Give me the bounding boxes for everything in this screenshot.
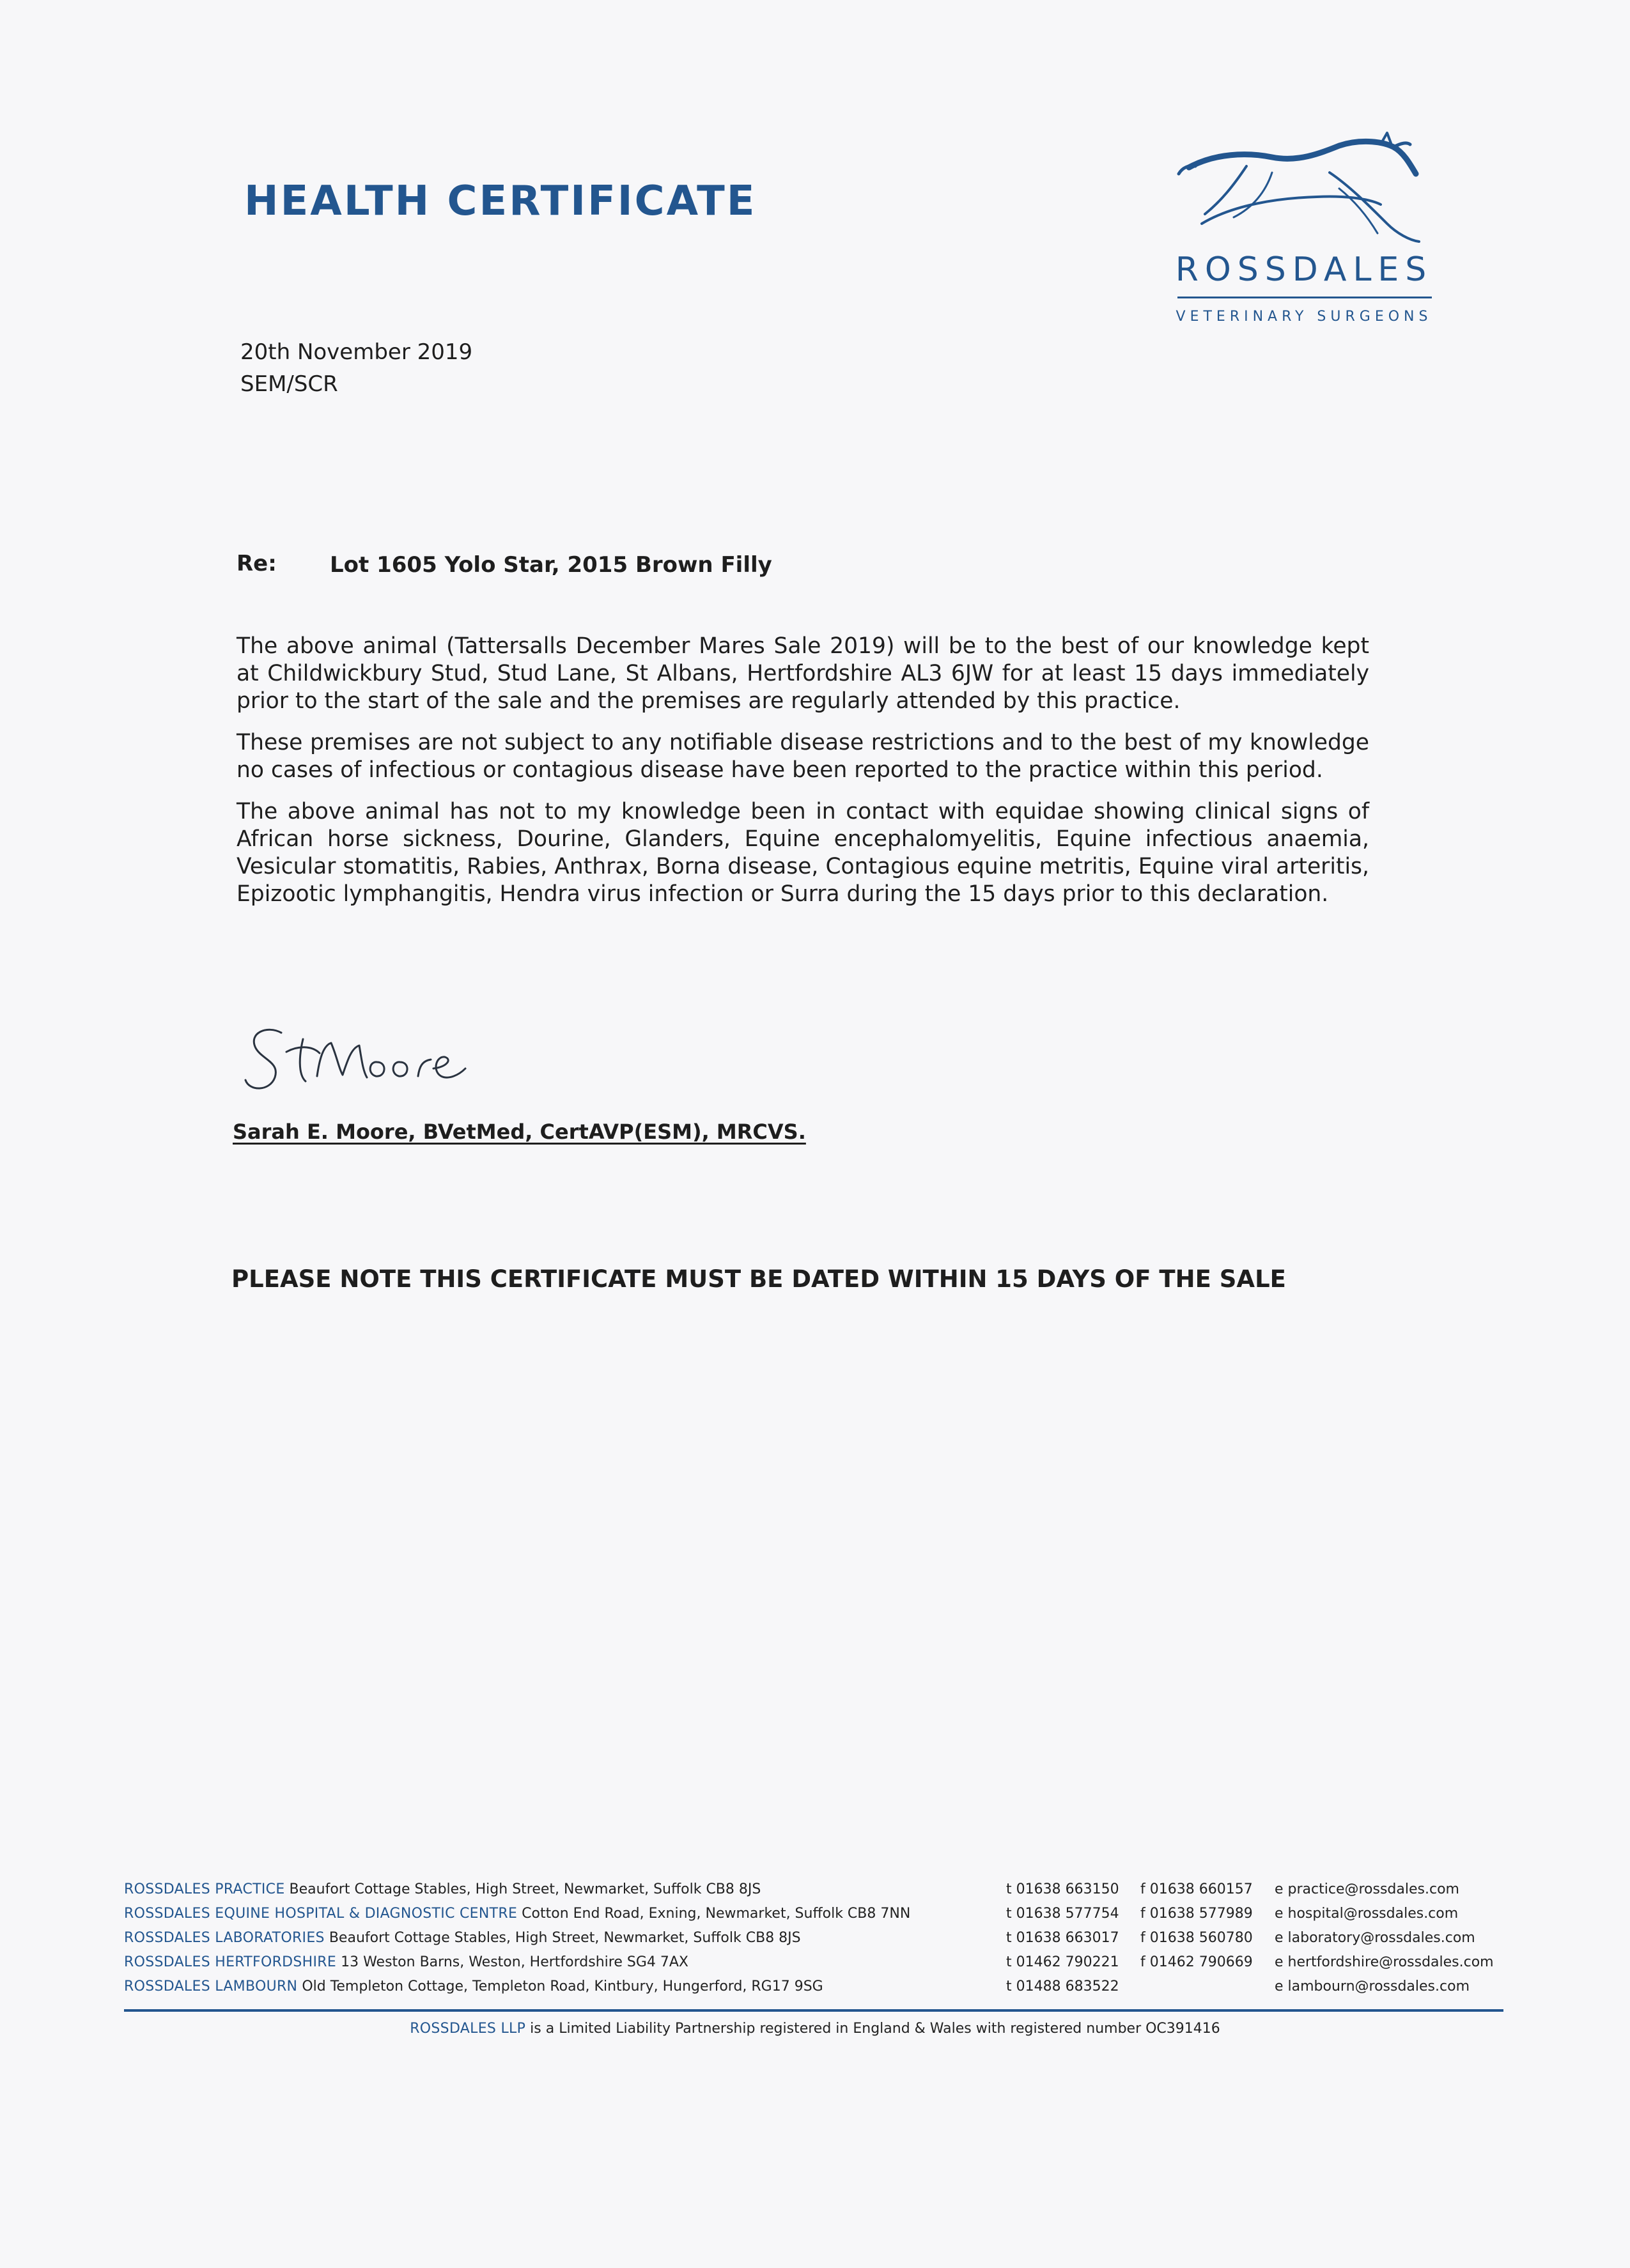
validity-note: PLEASE NOTE THIS CERTIFICATE MUST BE DATED WITHIN 15 DAYS OF THE SALE bbox=[231, 1265, 1286, 1293]
branch-name: ROSSDALES LABORATORIES bbox=[124, 1930, 325, 1946]
branch-name: ROSSDALES LAMBOURN bbox=[124, 1979, 298, 1994]
branch-email: e practice@rossdales.com bbox=[1275, 1881, 1459, 1897]
branch-fax: f 01638 577989 bbox=[1140, 1906, 1253, 1922]
subject-label: Re: bbox=[237, 551, 277, 576]
branch-name: ROSSDALES HERTFORDSHIRE bbox=[124, 1954, 337, 1970]
footer-row bbox=[124, 1979, 1505, 2003]
branch-name: ROSSDALES PRACTICE bbox=[124, 1881, 285, 1897]
footer-contacts bbox=[124, 1881, 1505, 2003]
rossdales-logo bbox=[1151, 128, 1457, 339]
branch-fax: f 01638 660157 bbox=[1140, 1881, 1253, 1897]
date-block bbox=[240, 336, 472, 400]
footer-row bbox=[124, 1881, 1505, 1906]
logo-wordmark: ROSSDALES bbox=[1175, 251, 1433, 289]
signatory-name: Sarah E. Moore, BVetMed, CertAVP(ESM), MRCVS. bbox=[233, 1120, 806, 1144]
body-paragraph: These premises are not subject to any notifiable disease restrictions and to the best of my knowledge no cases of infectious or contagious disease have been reported to the practice within this period. bbox=[237, 730, 1369, 783]
handwritten-signature bbox=[242, 1020, 523, 1106]
branch-phone: t 01638 663150 bbox=[1006, 1881, 1119, 1897]
branch-fax: f 01638 560780 bbox=[1140, 1930, 1253, 1946]
subject-text: Lot 1605 Yolo Star, 2015 Brown Filly bbox=[330, 552, 772, 578]
llp-name: ROSSDALES LLP bbox=[410, 2021, 526, 2037]
branch-phone: t 01638 577754 bbox=[1006, 1906, 1119, 1922]
letter-date: 20th November 2019 bbox=[240, 339, 473, 365]
branch-address: Old Templeton Cottage, Templeton Road, Kintbury, Hungerford, RG17 9SG bbox=[302, 1979, 823, 1994]
branch-address: 13 Weston Barns, Weston, Hertfordshire SG4 7AX bbox=[341, 1954, 688, 1970]
branch-email: e laboratory@rossdales.com bbox=[1275, 1930, 1475, 1946]
footer-row bbox=[124, 1906, 1505, 1930]
horse-logo-icon bbox=[1176, 128, 1432, 249]
body-paragraph: The above animal (Tattersalls December Mares Sale 2019) will be to the best of our knowledge kept at Childwickbury Stud, Stud Lane, St Albans, Hertfordshire AL3 6JW for at least 15 days immediately prior to the start of the sale and the premises are regularly attended by this practice. bbox=[237, 633, 1369, 714]
branch-address: Cotton End Road, Exning, Newmarket, Suffolk CB8 7NN bbox=[522, 1906, 911, 1922]
branch-phone: t 01462 790221 bbox=[1006, 1954, 1119, 1970]
logo-divider bbox=[1177, 297, 1432, 298]
branch-email: e hospital@rossdales.com bbox=[1275, 1906, 1459, 1922]
branch-fax: f 01462 790669 bbox=[1140, 1954, 1253, 1970]
certificate-body bbox=[237, 633, 1369, 922]
llp-text: is a Limited Liability Partnership registered in England & Wales with registered number OC391416 bbox=[530, 2021, 1220, 2037]
branch-name: ROSSDALES EQUINE HOSPITAL & DIAGNOSTIC CENTRE bbox=[124, 1906, 518, 1922]
letter-reference: SEM/SCR bbox=[240, 371, 338, 397]
branch-email: e hertfordshire@rossdales.com bbox=[1275, 1954, 1494, 1970]
page-title: HEALTH CERTIFICATE bbox=[244, 178, 757, 225]
footer-divider bbox=[124, 2009, 1503, 2012]
body-paragraph: The above animal has not to my knowledge been in contact with equidae showing clinical signs of African horse sickness, Dourine, Glanders, Equine encephalomyelitis, Equine infectious anaemia, Vesicular stomatitis, Rabies, Anthrax, Borna disease, Contagious equine metritis, Equine viral arteritis, Epizootic lymphangitis, Hendra virus infection or Surra during the 15 days prior to this declaration. bbox=[237, 799, 1369, 907]
branch-email: e lambourn@rossdales.com bbox=[1275, 1979, 1470, 1994]
llp-statement bbox=[0, 2021, 1630, 2037]
footer-row bbox=[124, 1954, 1505, 1979]
footer-row bbox=[124, 1930, 1505, 1954]
branch-address: Beaufort Cottage Stables, High Street, Newmarket, Suffolk CB8 8JS bbox=[329, 1930, 801, 1946]
logo-subtitle: VETERINARY SURGEONS bbox=[1176, 309, 1432, 325]
branch-phone: t 01638 663017 bbox=[1006, 1930, 1119, 1946]
branch-address: Beaufort Cottage Stables, High Street, Newmarket, Suffolk CB8 8JS bbox=[289, 1881, 761, 1897]
branch-phone: t 01488 683522 bbox=[1006, 1979, 1119, 1994]
